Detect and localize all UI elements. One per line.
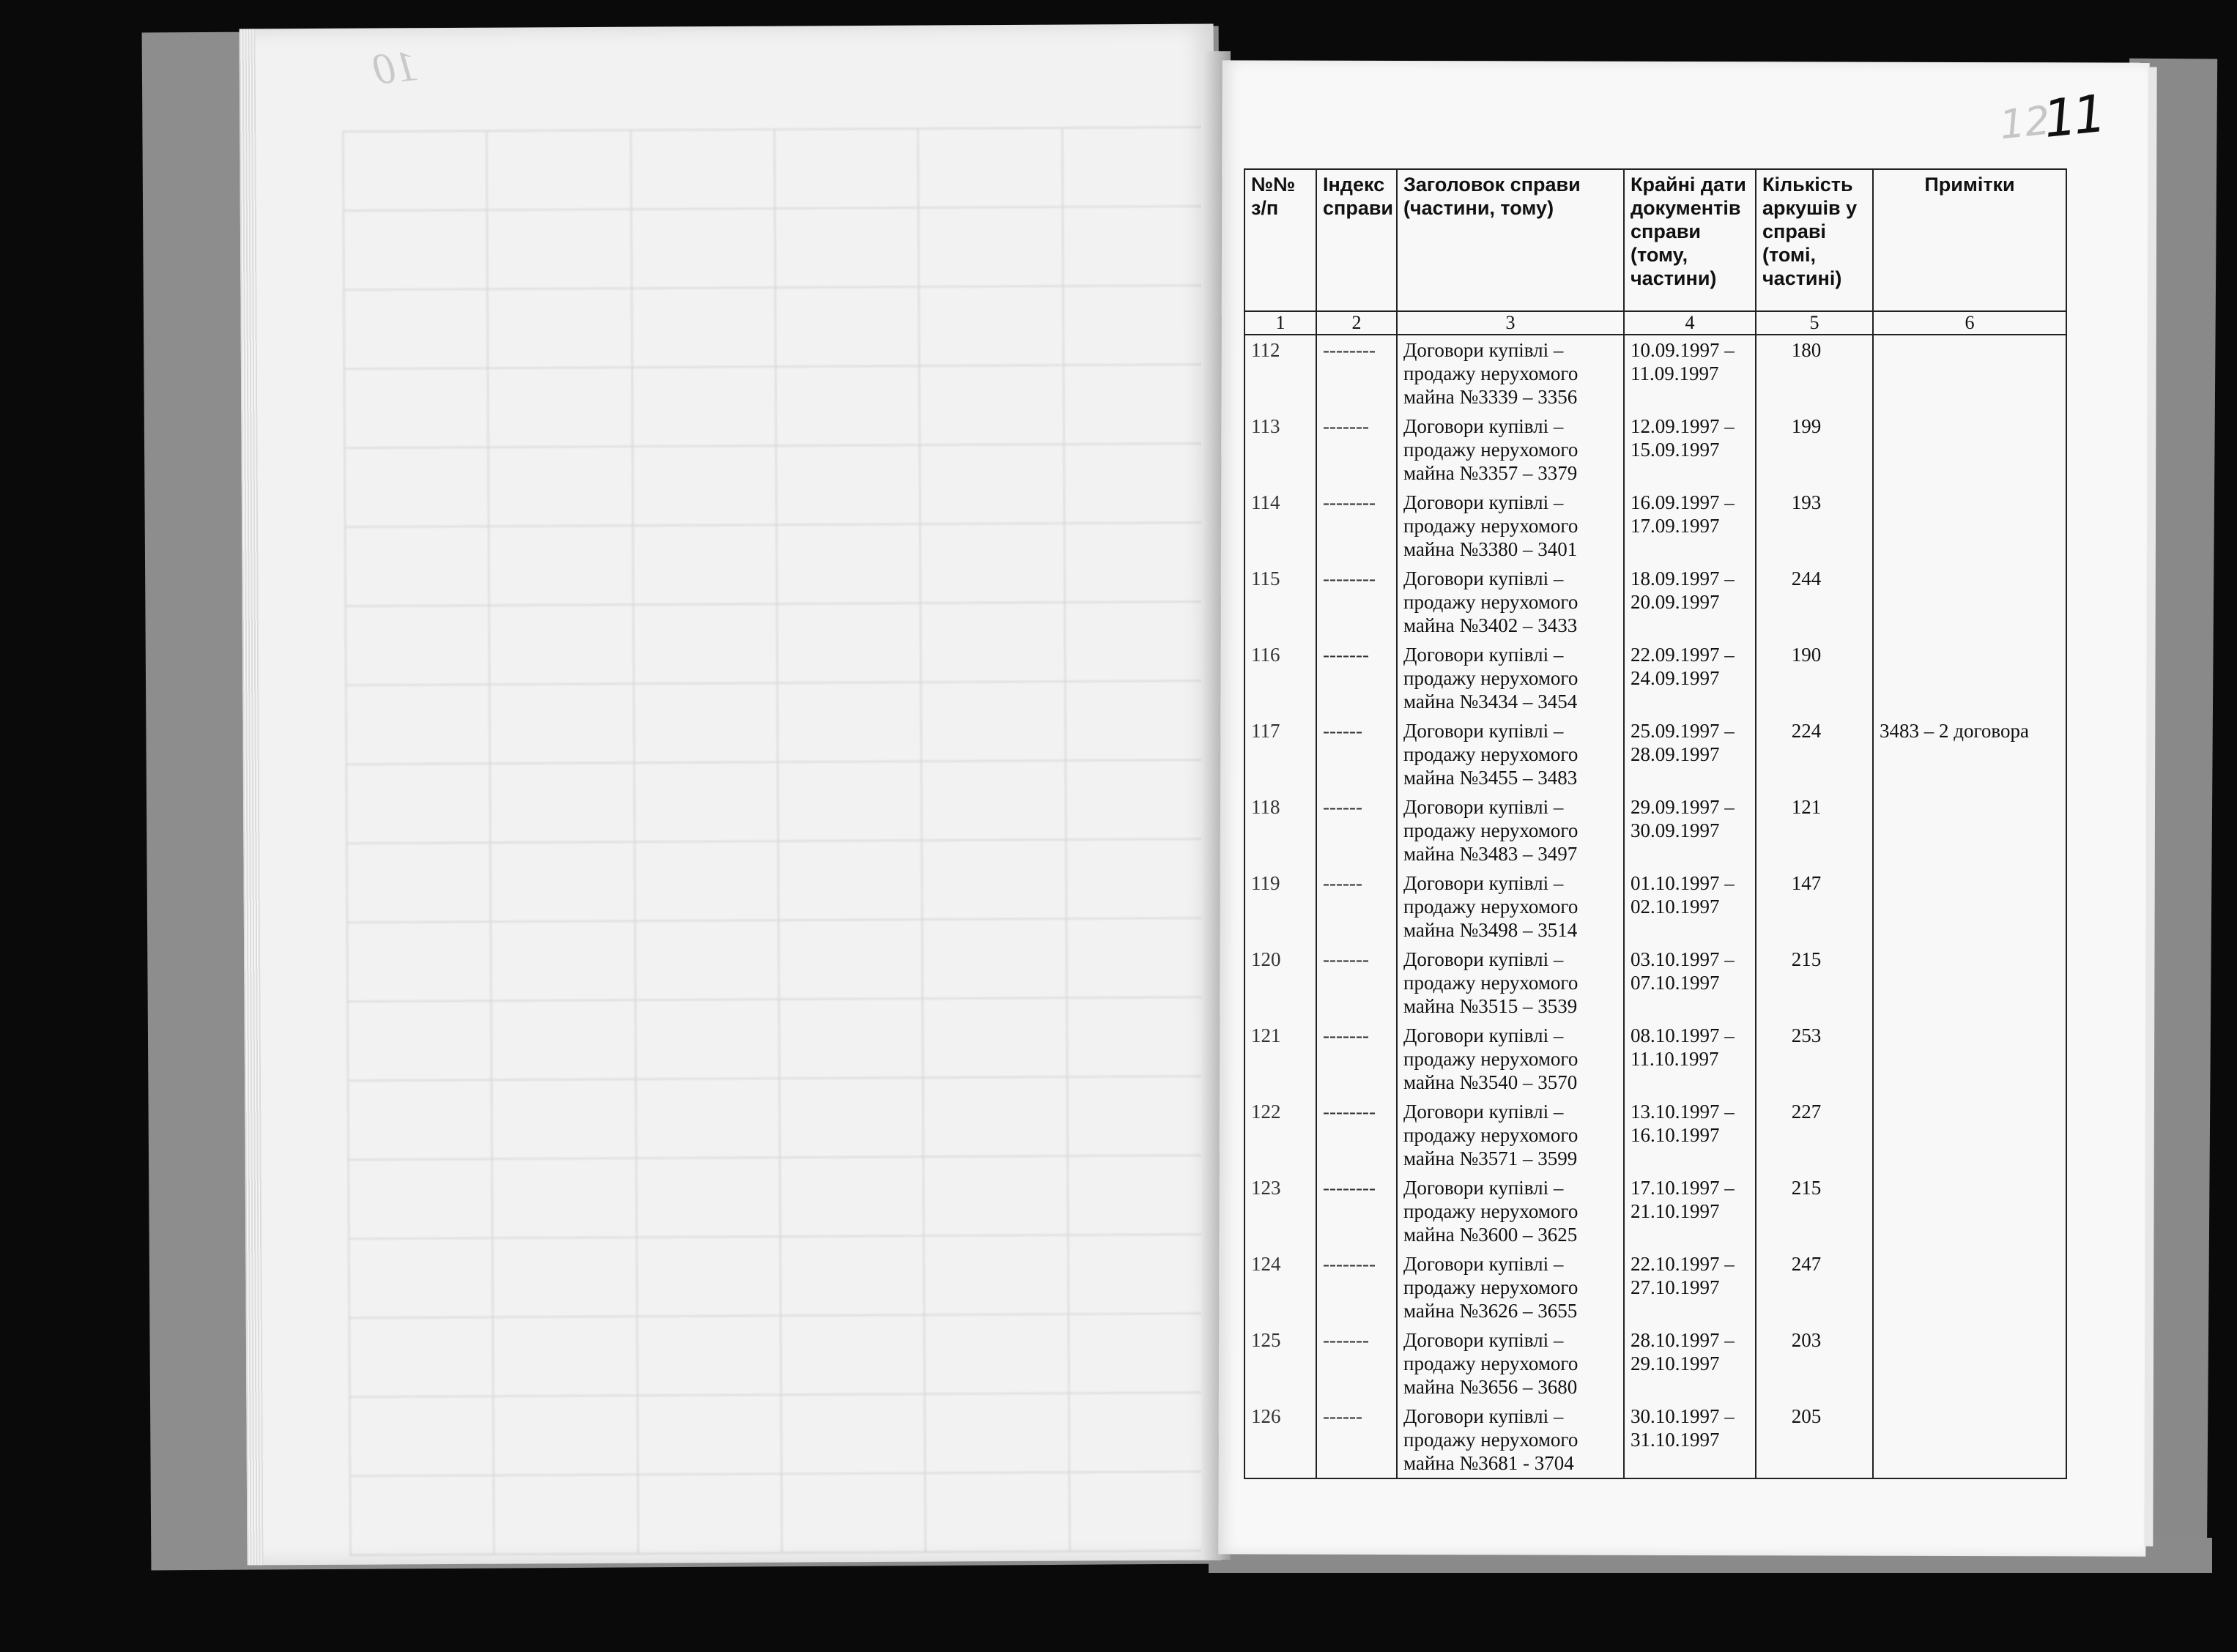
column-number: 2 xyxy=(1316,311,1397,335)
cell-sheets: 203 xyxy=(1756,1325,1873,1402)
column-number: 5 xyxy=(1756,311,1873,335)
cell-number: 114 xyxy=(1244,488,1316,564)
header-sheets: Кількість аркушів у справі (томі, частині) xyxy=(1756,169,1873,311)
column-number: 1 xyxy=(1244,311,1316,335)
table-row xyxy=(1244,716,2066,792)
cell-dates: 25.09.1997 – 28.09.1997 xyxy=(1624,716,1756,792)
header-index: Індекс справи xyxy=(1316,169,1397,311)
cell-title: Договори купівлі – продажу нерухомого майна №3600 – 3625 xyxy=(1397,1173,1624,1249)
cell-number: 126 xyxy=(1244,1402,1316,1478)
cell-dates: 01.10.1997 – 02.10.1997 xyxy=(1624,868,1756,945)
cell-dates: 18.09.1997 – 20.09.1997 xyxy=(1624,564,1756,640)
column-number: 3 xyxy=(1397,311,1624,335)
cell-sheets: 215 xyxy=(1756,1173,1873,1249)
cell-title: Договори купівлі – продажу нерухомого майна №3380 – 3401 xyxy=(1397,488,1624,564)
table-row xyxy=(1244,1173,2066,1249)
cell-dates: 22.10.1997 – 27.10.1997 xyxy=(1624,1249,1756,1325)
header-notes: Примітки xyxy=(1873,169,2066,311)
table-row xyxy=(1244,1325,2066,1402)
cell-sheets: 190 xyxy=(1756,640,1873,716)
cell-sheets: 147 xyxy=(1756,868,1873,945)
cell-notes: 3483 – 2 договора xyxy=(1873,716,2066,792)
cell-notes xyxy=(1873,792,2066,868)
cell-index: -------- xyxy=(1316,564,1397,640)
cell-index: -------- xyxy=(1316,335,1397,412)
cell-notes xyxy=(1873,1173,2066,1249)
cell-sheets: 244 xyxy=(1756,564,1873,640)
cell-dates: 28.10.1997 – 29.10.1997 xyxy=(1624,1325,1756,1402)
cell-notes xyxy=(1873,1097,2066,1173)
cell-notes xyxy=(1873,1249,2066,1325)
cell-number: 113 xyxy=(1244,412,1316,488)
cell-sheets: 247 xyxy=(1756,1249,1873,1325)
cell-notes xyxy=(1873,640,2066,716)
cell-dates: 03.10.1997 – 07.10.1997 xyxy=(1624,945,1756,1021)
left-page xyxy=(240,24,1222,1566)
cell-dates: 30.10.1997 – 31.10.1997 xyxy=(1624,1402,1756,1478)
cell-title: Договори купівлі – продажу нерухомого майна №3357 – 3379 xyxy=(1397,412,1624,488)
table-row xyxy=(1244,868,2066,945)
cell-sheets: 227 xyxy=(1756,1097,1873,1173)
cell-dates: 29.09.1997 – 30.09.1997 xyxy=(1624,792,1756,868)
cell-notes xyxy=(1873,945,2066,1021)
cell-title: Договори купівлі – продажу нерухомого майна №3455 – 3483 xyxy=(1397,716,1624,792)
cell-notes xyxy=(1873,412,2066,488)
right-page-old-folio-number: 12 xyxy=(1997,97,2052,149)
cell-index: ------- xyxy=(1316,412,1397,488)
cell-number: 123 xyxy=(1244,1173,1316,1249)
cell-number: 122 xyxy=(1244,1097,1316,1173)
table-row xyxy=(1244,945,2066,1021)
cell-title: Договори купівлі – продажу нерухомого майна №3483 – 3497 xyxy=(1397,792,1624,868)
cell-index: -------- xyxy=(1316,488,1397,564)
right-page-folio-number: 11 xyxy=(2040,83,2107,150)
cell-title: Договори купівлі – продажу нерухомого майна №3515 – 3539 xyxy=(1397,945,1624,1021)
cell-dates: 16.09.1997 – 17.09.1997 xyxy=(1624,488,1756,564)
cell-index: ------- xyxy=(1316,945,1397,1021)
cell-sheets: 193 xyxy=(1756,488,1873,564)
table-header xyxy=(1244,169,2066,311)
cell-dates: 17.10.1997 – 21.10.1997 xyxy=(1624,1173,1756,1249)
cell-title: Договори купівлі – продажу нерухомого майна №3339 – 3356 xyxy=(1397,335,1624,412)
cell-index: -------- xyxy=(1316,1173,1397,1249)
cell-title: Договори купівлі – продажу нерухомого майна №3434 – 3454 xyxy=(1397,640,1624,716)
cell-sheets: 215 xyxy=(1756,945,1873,1021)
cell-number: 112 xyxy=(1244,335,1316,412)
cell-sheets: 253 xyxy=(1756,1021,1873,1097)
cell-sheets: 121 xyxy=(1756,792,1873,868)
table-row xyxy=(1244,1097,2066,1173)
cell-dates: 08.10.1997 – 11.10.1997 xyxy=(1624,1021,1756,1097)
cell-notes xyxy=(1873,1402,2066,1478)
column-number: 6 xyxy=(1873,311,2066,335)
cell-title: Договори купівлі – продажу нерухомого майна №3498 – 3514 xyxy=(1397,868,1624,945)
cell-notes xyxy=(1873,1021,2066,1097)
cell-sheets: 199 xyxy=(1756,412,1873,488)
cell-index: ------ xyxy=(1316,792,1397,868)
cell-dates: 10.09.1997 – 11.09.1997 xyxy=(1624,335,1756,412)
cell-sheets: 180 xyxy=(1756,335,1873,412)
cell-index: ------- xyxy=(1316,1325,1397,1402)
column-number-row xyxy=(1244,311,2066,335)
cell-number: 120 xyxy=(1244,945,1316,1021)
cell-index: ------ xyxy=(1316,1402,1397,1478)
cell-number: 118 xyxy=(1244,792,1316,868)
cell-number: 125 xyxy=(1244,1325,1316,1402)
table-row xyxy=(1244,792,2066,868)
cell-number: 117 xyxy=(1244,716,1316,792)
cell-notes xyxy=(1873,564,2066,640)
cell-index: ------- xyxy=(1316,640,1397,716)
table-body xyxy=(1244,335,2066,1478)
cell-dates: 22.09.1997 – 24.09.1997 xyxy=(1624,640,1756,716)
cell-number: 116 xyxy=(1244,640,1316,716)
header-number: №№ з/п xyxy=(1244,169,1316,311)
table-row xyxy=(1244,1402,2066,1478)
header-dates: Крайні дати документів справи (тому, частини) xyxy=(1624,169,1756,311)
cell-dates: 13.10.1997 – 16.10.1997 xyxy=(1624,1097,1756,1173)
cell-number: 121 xyxy=(1244,1021,1316,1097)
cell-title: Договори купівлі – продажу нерухомого майна №3681 - 3704 xyxy=(1397,1402,1624,1478)
cell-title: Договори купівлі – продажу нерухомого майна №3540 – 3570 xyxy=(1397,1021,1624,1097)
inventory-table xyxy=(1244,168,2067,1479)
cell-notes xyxy=(1873,488,2066,564)
table-row xyxy=(1244,412,2066,488)
cell-index: ------ xyxy=(1316,868,1397,945)
cell-title: Договори купівлі – продажу нерухомого майна №3402 – 3433 xyxy=(1397,564,1624,640)
cell-title: Договори купівлі – продажу нерухомого майна №3571 – 3599 xyxy=(1397,1097,1624,1173)
cell-sheets: 224 xyxy=(1756,716,1873,792)
column-number: 4 xyxy=(1624,311,1756,335)
bleed-through-table xyxy=(342,127,1214,1537)
cell-index: -------- xyxy=(1316,1249,1397,1325)
cell-notes xyxy=(1873,1325,2066,1402)
table-row xyxy=(1244,488,2066,564)
cell-notes xyxy=(1873,335,2066,412)
cell-dates: 12.09.1997 – 15.09.1997 xyxy=(1624,412,1756,488)
cell-title: Договори купівлі – продажу нерухомого майна №3656 – 3680 xyxy=(1397,1325,1624,1402)
table-row xyxy=(1244,1021,2066,1097)
table-row xyxy=(1244,640,2066,716)
cell-number: 124 xyxy=(1244,1249,1316,1325)
table-row xyxy=(1244,335,2066,412)
left-page-folio-number: 10 xyxy=(371,41,420,94)
table-row xyxy=(1244,564,2066,640)
cell-title: Договори купівлі – продажу нерухомого майна №3626 – 3655 xyxy=(1397,1249,1624,1325)
cell-sheets: 205 xyxy=(1756,1402,1873,1478)
table-row xyxy=(1244,1249,2066,1325)
cell-index: ------ xyxy=(1316,716,1397,792)
cell-index: -------- xyxy=(1316,1097,1397,1173)
cell-number: 115 xyxy=(1244,564,1316,640)
cell-index: ------- xyxy=(1316,1021,1397,1097)
cell-notes xyxy=(1873,868,2066,945)
cell-number: 119 xyxy=(1244,868,1316,945)
header-title: Заголовок справи (частини, тому) xyxy=(1397,169,1624,311)
